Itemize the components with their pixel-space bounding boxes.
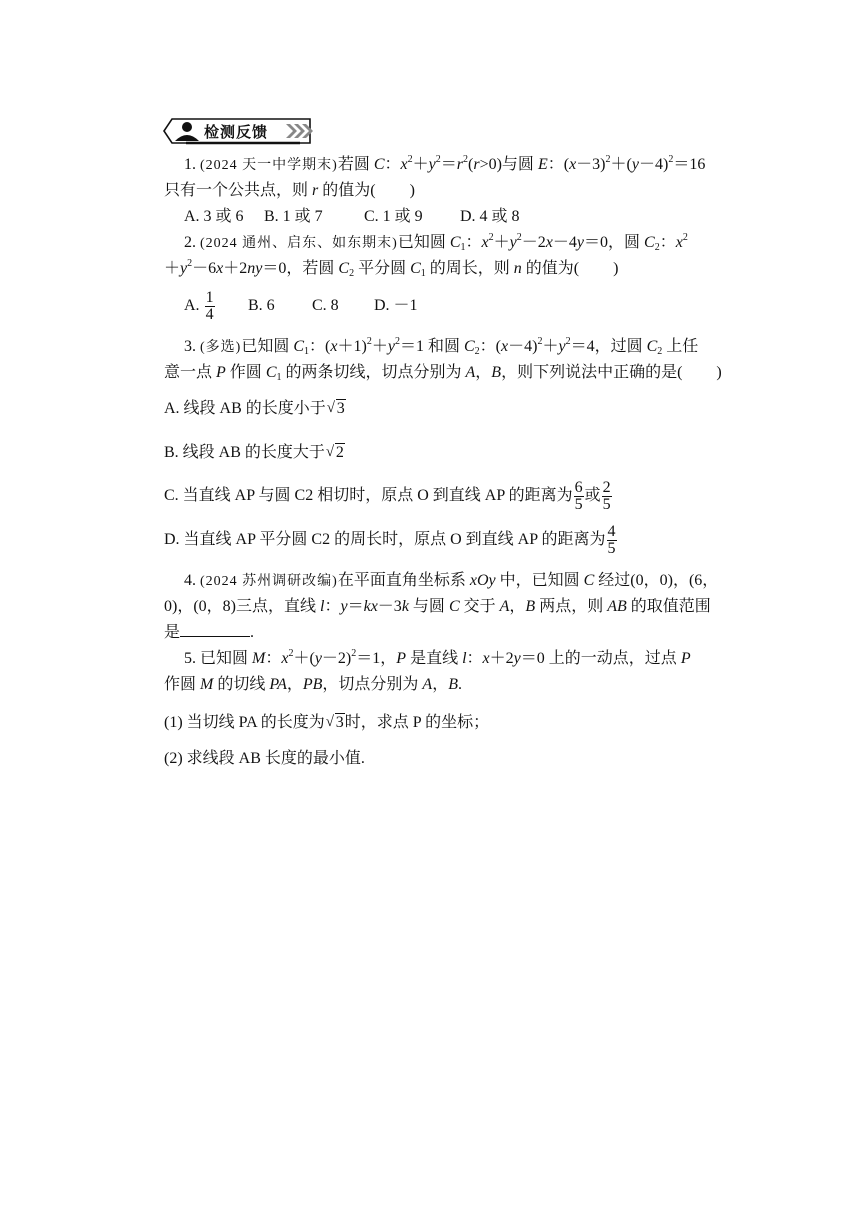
question-3-option-c bbox=[164, 480, 613, 513]
sqrt-radicand: 3 bbox=[335, 714, 344, 731]
question-text: 的周长，则 bbox=[425, 260, 514, 277]
question-source: (2024 天一中学期末) bbox=[200, 158, 338, 173]
question-5-sub-1 bbox=[164, 712, 489, 734]
question-text: ，过圆 bbox=[594, 338, 647, 355]
question-source: (2024 通州、启东、如东期末) bbox=[200, 236, 398, 251]
question-2-line-1: 2. (2024 通州、启东、如东期末)已知圆 $C_1$：$x^2+y^2-2x-4y=0$，圆 $C_2$：$x^2$ bbox=[184, 232, 688, 253]
question-text: 和圆 bbox=[423, 338, 464, 355]
section-title: 检测反馈 bbox=[204, 123, 269, 141]
question-4-line-3 bbox=[164, 622, 254, 644]
option-d: D. 4 或 8 bbox=[460, 208, 520, 225]
option-a bbox=[184, 289, 216, 323]
question-text: 意一点 bbox=[164, 364, 217, 381]
fraction-numerator: 4 bbox=[607, 523, 616, 540]
option-c: C. 当直线 AP 与圆 C2 相切时，原点 O 到直线 AP 的距离为 bbox=[164, 487, 573, 505]
sub-question-text: (1) 当切线 PA 的长度为 bbox=[164, 714, 325, 731]
fraction-numerator: 6 bbox=[574, 479, 583, 496]
sub-question-text: 时，求点 P 的坐标； bbox=[344, 714, 490, 731]
question-text: 的切线 bbox=[213, 676, 270, 693]
fraction-denominator: 4 bbox=[205, 306, 214, 323]
question-3-option-a bbox=[164, 398, 346, 420]
question-text: 的取值范围 bbox=[626, 598, 711, 615]
option-d: D. 当直线 AP 平分圆 C2 的周长时，原点 O 到直线 AP 的距离为 bbox=[164, 531, 606, 549]
question-text: 作圆 bbox=[164, 676, 201, 693]
fraction bbox=[607, 524, 617, 557]
sqrt-radicand: 3 bbox=[336, 400, 345, 417]
question-3-line-2: 意一点 P 作圆 $C_1$ 的两条切线，切点分别为 A，B，则下列说法中正确的是( ) bbox=[164, 364, 722, 383]
question-text: ，切点分别为 bbox=[322, 676, 423, 693]
question-text: 作圆 bbox=[225, 364, 266, 381]
question-4-line-2: 0)，(0，8)三点，直线 l：y＝kx－3k 与圆 C 交于 A，B 两点，则 AB 的取值范围 bbox=[164, 598, 711, 615]
fraction bbox=[602, 480, 612, 513]
question-text: 交于 bbox=[459, 598, 500, 615]
question-3-option-d bbox=[164, 524, 618, 557]
question-3-option-b bbox=[164, 442, 345, 464]
question-text: 与圆 bbox=[408, 598, 449, 615]
sqrt-symbol bbox=[326, 442, 345, 464]
option-c: C. 8 bbox=[312, 297, 339, 314]
question-number: 2. bbox=[184, 234, 200, 251]
fraction-denominator: 5 bbox=[607, 540, 616, 557]
sub-question-text: (2) 求线段 AB 长度的最小值. bbox=[164, 750, 365, 767]
question-text: . bbox=[250, 624, 255, 641]
question-number: 5. bbox=[184, 650, 200, 667]
fraction-numerator: 1 bbox=[205, 289, 214, 306]
question-text: 已知圆 bbox=[397, 234, 450, 251]
question-text: 是 bbox=[164, 624, 181, 641]
fraction bbox=[205, 290, 215, 323]
question-text: 中，已知圆 bbox=[495, 572, 584, 589]
question-text: ，若圆 bbox=[286, 260, 339, 277]
question-1-line-2: 只有一个公共点，则 r 的值为( ) bbox=[164, 182, 415, 199]
question-text: 已知圆 bbox=[241, 338, 294, 355]
question-text: 若圆 bbox=[337, 156, 374, 173]
question-2-options bbox=[184, 289, 418, 323]
question-2-line-2: $+y^2-6x+2ny=0$，若圆 $C_2$ 平分圆 $C_1$ 的周长，则 n 的值为( ) bbox=[164, 258, 619, 279]
question-source: (2024 苏州调研改编) bbox=[200, 574, 338, 589]
option-d: D. －1 bbox=[374, 297, 418, 314]
question-text: 在平面直角坐标系 bbox=[337, 572, 470, 589]
fraction-numerator: 2 bbox=[602, 479, 611, 496]
option-b: B. 1 或 7 bbox=[264, 208, 323, 225]
question-source: (多选) bbox=[200, 340, 242, 355]
question-text: 已知圆 bbox=[200, 650, 253, 667]
section-header bbox=[160, 116, 320, 146]
question-5-line-1: 5. 已知圆 M：$x^2+(y-2)^2=1$，P 是直线 l：x＋2y＝0 上的一动点，过点 P bbox=[184, 648, 691, 667]
question-1-options bbox=[184, 206, 520, 228]
fraction-denominator: 5 bbox=[602, 496, 611, 513]
option-b: B. 线段 AB 的长度大于 bbox=[164, 444, 325, 461]
sqrt-symbol bbox=[326, 712, 345, 734]
question-text: 是直线 bbox=[406, 650, 463, 667]
option-a: A. 线段 AB 的长度小于 bbox=[164, 400, 326, 417]
question-text: 0)，(0，8)三点，直线 bbox=[164, 598, 320, 615]
question-text: 上任 bbox=[662, 338, 699, 355]
sqrt-radicand: 2 bbox=[335, 444, 344, 461]
question-text: 上的一动点，过点 bbox=[544, 650, 681, 667]
question-number: 3. bbox=[184, 338, 200, 355]
question-number: 1. bbox=[184, 156, 200, 173]
option-label: A. bbox=[184, 297, 204, 315]
sqrt-symbol bbox=[327, 398, 346, 420]
question-3-line-1: 3. (多选)已知圆 $C_1$：$(x+1)^2+y^2=1$ 和圆 $C_2$：$(x-4)^2+y^2=4$，过圆 $C_2$ 上任 bbox=[184, 336, 699, 357]
answer-blank[interactable] bbox=[180, 622, 250, 637]
fraction-denominator: 5 bbox=[574, 496, 583, 513]
option-a: A. 3 或 6 bbox=[184, 208, 244, 225]
question-text: ，则下列说法中正确的是( bbox=[501, 364, 683, 381]
question-4-line-1: 4. (2024 苏州调研改编)在平面直角坐标系 xOy 中，已知圆 C 经过(0，0)，(6， bbox=[184, 572, 719, 589]
option-c: C. 1 或 9 bbox=[364, 208, 423, 225]
question-text: 的两条切线，切点分别为 bbox=[281, 364, 466, 381]
question-text: 两点，则 bbox=[535, 598, 608, 615]
question-text: 只有一个公共点，则 bbox=[164, 182, 313, 199]
question-text: 平分圆 bbox=[354, 260, 411, 277]
question-text: 的值为( bbox=[521, 260, 580, 277]
question-text: 经过(0，0)，(6， bbox=[594, 572, 719, 589]
option-b: B. 6 bbox=[248, 297, 275, 314]
fraction bbox=[574, 480, 584, 513]
question-5-line-2: 作圆 M 的切线 PA，PB，切点分别为 A，B. bbox=[164, 676, 462, 693]
option-text: 或 bbox=[584, 487, 601, 505]
question-text: 的值为( bbox=[318, 182, 376, 199]
question-5-sub-2 bbox=[164, 748, 365, 770]
question-1-line-1: 1. (2024 天一中学期末)若圆 C：$x^2+y^2=r^2(r>0)$与圆 E：$(x-3)^2+(y-4)^2=16$ bbox=[184, 154, 706, 173]
question-number: 4. bbox=[184, 572, 200, 589]
